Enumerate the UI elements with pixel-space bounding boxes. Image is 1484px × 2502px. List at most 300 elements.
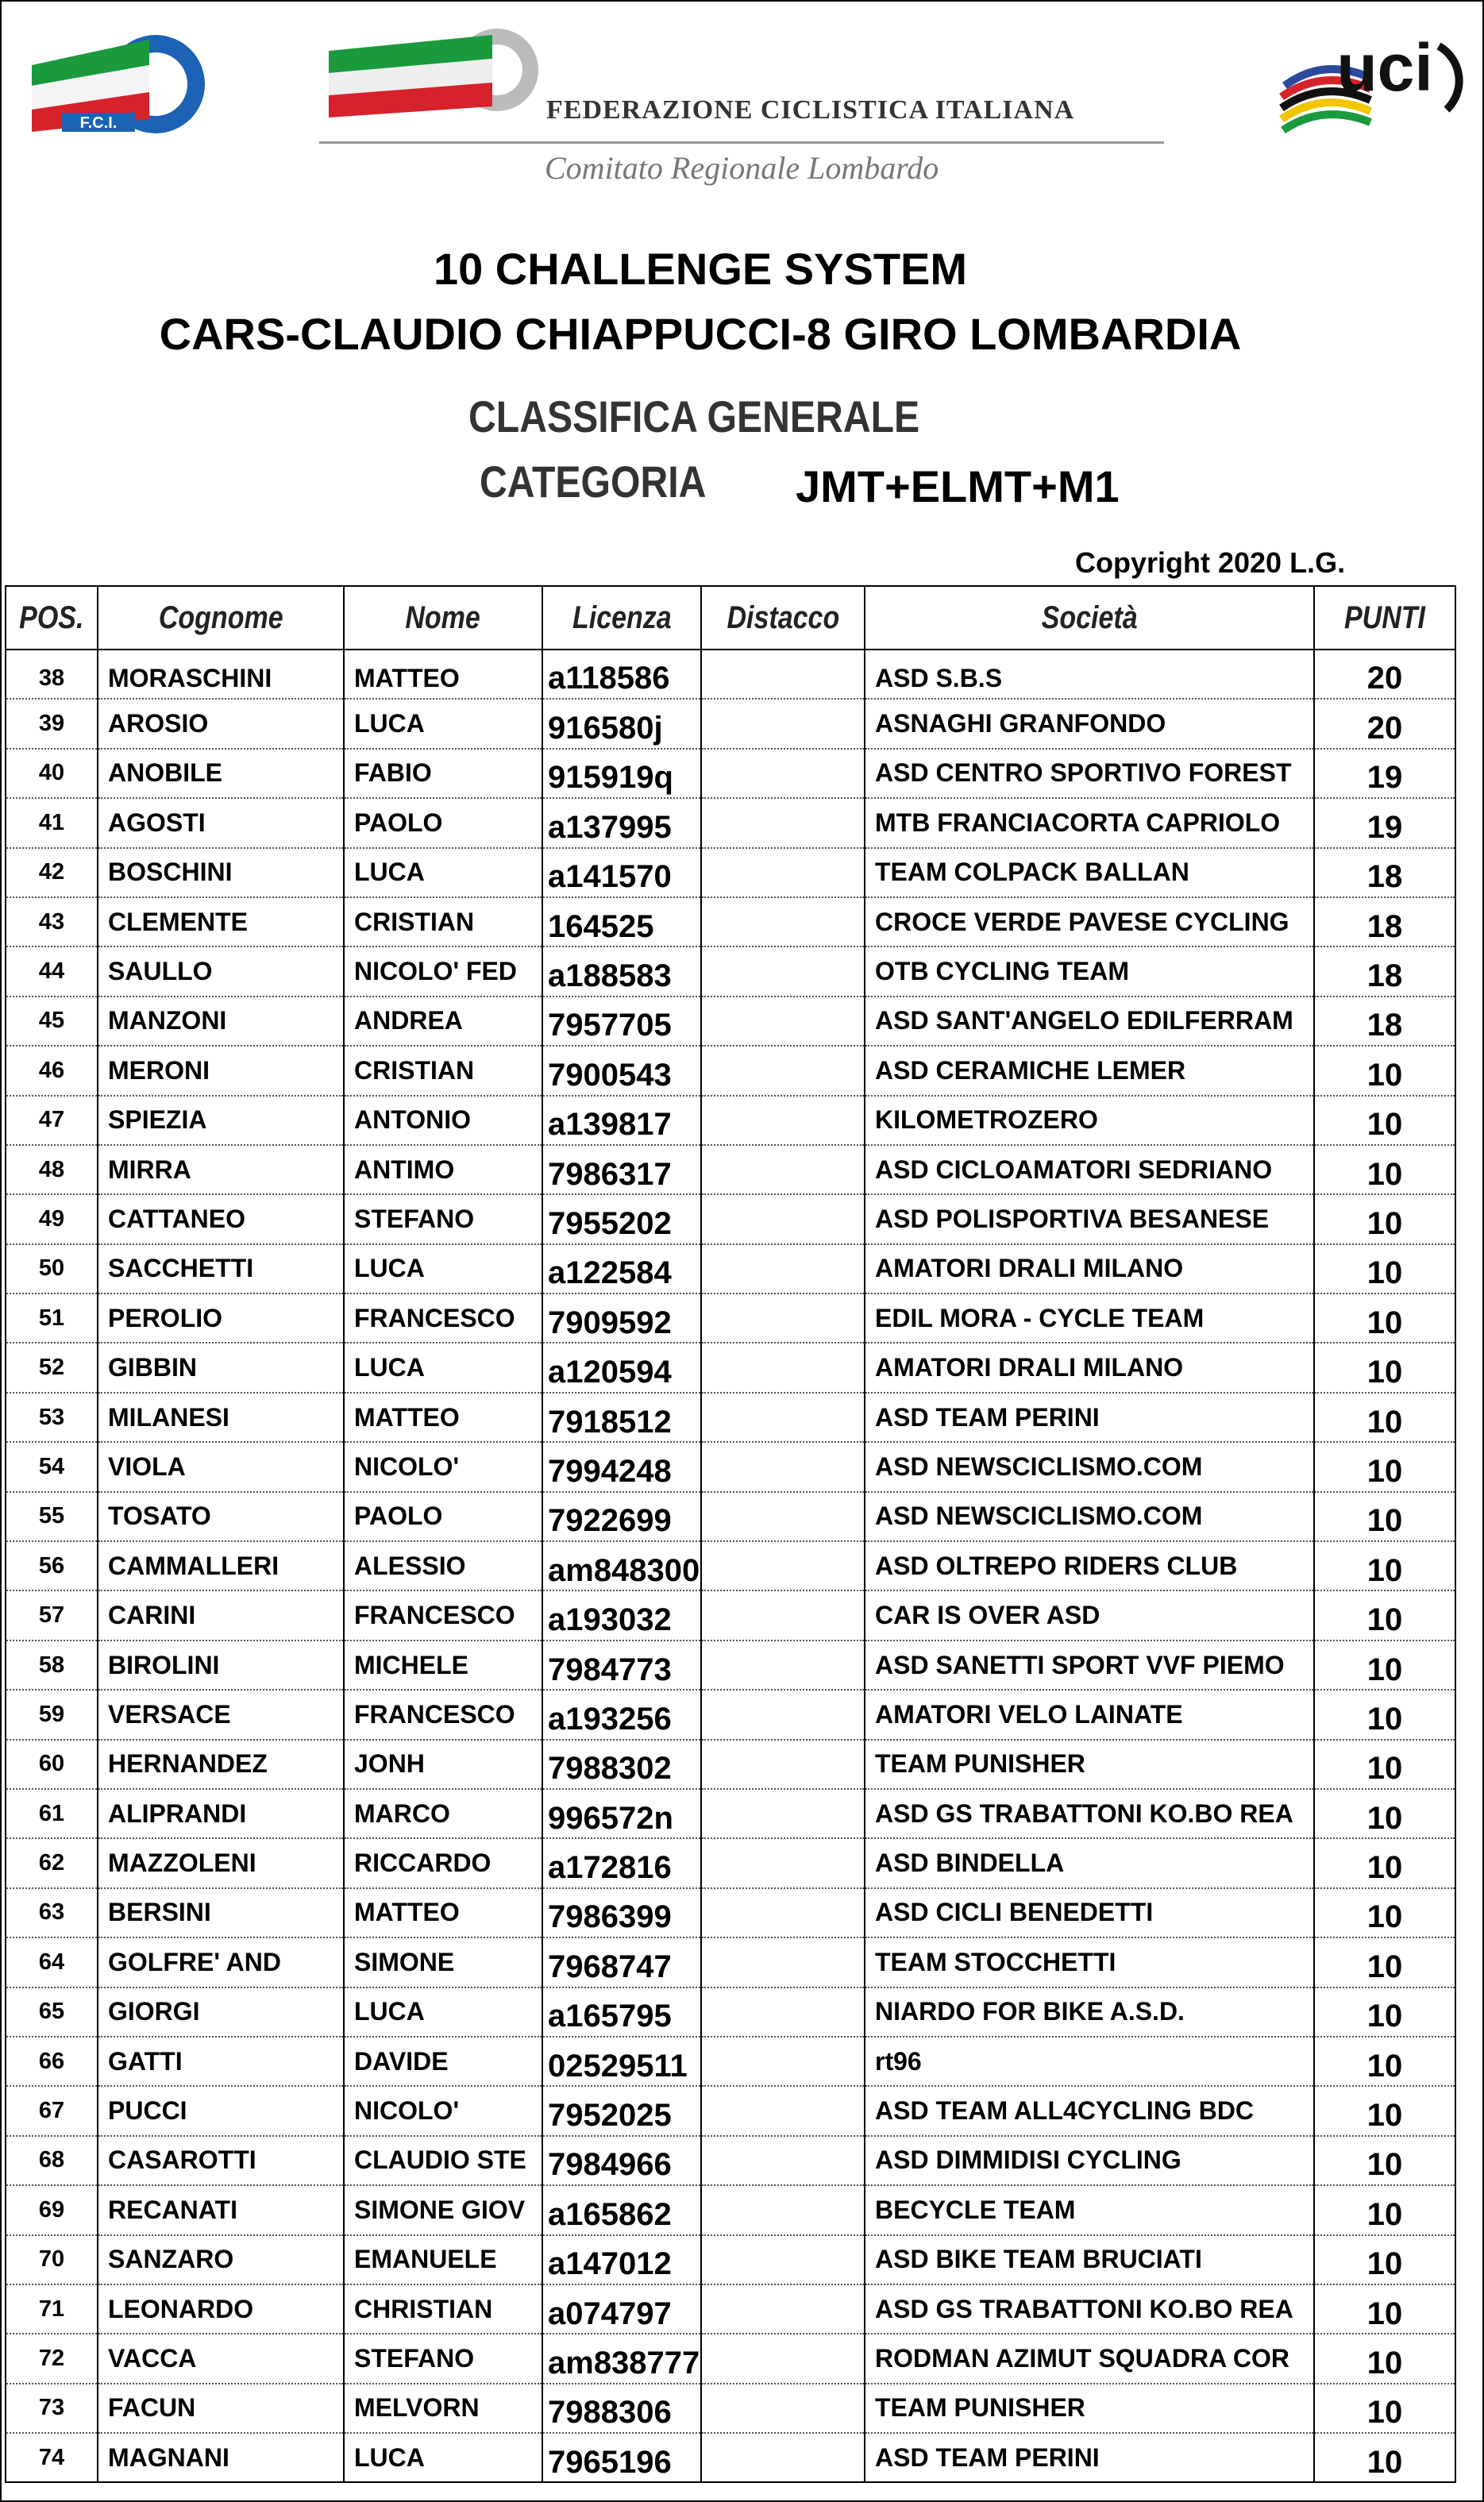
cell-points: 10: [1314, 2284, 1455, 2334]
cell-team: CROCE VERDE PAVESE CYCLING: [865, 897, 1314, 946]
table-row: [6, 699, 1455, 748]
fci-logo-text: F.C.I.: [79, 114, 118, 132]
cell-first-name: MICHELE: [344, 1640, 542, 1690]
cell-points: 10: [1314, 1343, 1455, 1392]
cell-position: 45: [6, 997, 98, 1046]
cell-first-name: ANTIMO: [344, 1145, 542, 1194]
table-row: [6, 1740, 1455, 1789]
cell-license: 7909592: [542, 1293, 701, 1343]
cell-surname: ANOBILE: [98, 749, 344, 798]
cell-first-name: MARCO: [344, 1789, 542, 1838]
cell-gap: [701, 1096, 865, 1145]
cell-position: 42: [6, 848, 98, 897]
cell-position: 69: [6, 2185, 98, 2234]
cell-gap: [701, 997, 865, 1046]
cell-first-name: PAOLO: [344, 798, 542, 847]
cell-license: am838777: [542, 2334, 701, 2383]
cell-position: 72: [6, 2334, 98, 2383]
cell-surname: ALIPRANDI: [98, 1789, 344, 1838]
cell-position: 60: [6, 1740, 98, 1789]
table-row: [6, 2037, 1455, 2086]
cell-gap: [701, 650, 865, 699]
cell-team: ASD GS TRABATTONI KO.BO REA: [865, 2284, 1314, 2334]
cell-gap: [701, 1987, 865, 2037]
cell-team: TEAM PUNISHER: [865, 2384, 1314, 2433]
cell-position: 65: [6, 1987, 98, 2037]
cell-surname: VIOLA: [98, 1442, 344, 1491]
cell-surname: SPIEZIA: [98, 1096, 344, 1145]
cell-surname: PUCCI: [98, 2086, 344, 2135]
cell-points: 20: [1314, 699, 1455, 748]
table-row: [6, 1888, 1455, 1937]
cell-gap: [701, 1590, 865, 1640]
cell-first-name: ANTONIO: [344, 1096, 542, 1145]
cell-license: 7984773: [542, 1640, 701, 1690]
cell-team: AMATORI DRALI MILANO: [865, 1244, 1314, 1293]
table-row: [6, 1293, 1455, 1343]
cell-gap: [701, 2433, 865, 2482]
cell-team: BECYCLE TEAM: [865, 2185, 1314, 2234]
column-header-pos: POS.: [6, 586, 98, 650]
cell-gap: [701, 749, 865, 798]
cell-gap: [701, 2185, 865, 2234]
cell-first-name: STEFANO: [344, 1194, 542, 1243]
cell-surname: VACCA: [98, 2334, 344, 2383]
cell-points: 10: [1314, 1789, 1455, 1838]
cell-team: ASD NEWSCICLISMO.COM: [865, 1492, 1314, 1541]
cell-surname: CASAROTTI: [98, 2136, 344, 2185]
cell-team: ASD NEWSCICLISMO.COM: [865, 1442, 1314, 1491]
cell-first-name: ANDREA: [344, 997, 542, 1046]
cell-position: 38: [6, 650, 98, 699]
table-row: [6, 1838, 1455, 1887]
cell-position: 39: [6, 699, 98, 748]
column-header-societa: Società: [865, 586, 1314, 650]
table-row: [6, 798, 1455, 847]
table-row: [6, 1789, 1455, 1838]
cell-surname: LEONARDO: [98, 2284, 344, 2334]
cell-position: 74: [6, 2433, 98, 2482]
cell-team: NIARDO FOR BIKE A.S.D.: [865, 1987, 1314, 2037]
cell-gap: [701, 1541, 865, 1590]
table-row: [6, 1194, 1455, 1243]
cell-position: 70: [6, 2235, 98, 2284]
cell-points: 10: [1314, 2136, 1455, 2185]
cell-license: a118586: [542, 650, 701, 699]
cell-gap: [701, 2384, 865, 2433]
cell-gap: [701, 1492, 865, 1541]
cell-team: ASD TEAM PERINI: [865, 1393, 1314, 1442]
cell-points: 10: [1314, 2086, 1455, 2135]
cell-surname: GOLFRE' AND: [98, 1937, 344, 1987]
table-row: [6, 848, 1455, 897]
cell-team: rt96: [865, 2037, 1314, 2086]
cell-surname: MAZZOLENI: [98, 1838, 344, 1887]
federation-logo-icon: [326, 24, 556, 127]
cell-points: 10: [1314, 1838, 1455, 1887]
table-row: [6, 1393, 1455, 1442]
cell-position: 57: [6, 1590, 98, 1640]
cell-position: 68: [6, 2136, 98, 2185]
table-row: [6, 1096, 1455, 1145]
cell-license: 7922699: [542, 1492, 701, 1541]
cell-position: 52: [6, 1343, 98, 1392]
cell-position: 41: [6, 798, 98, 847]
cell-gap: [701, 1194, 865, 1243]
cell-points: 18: [1314, 997, 1455, 1046]
cell-first-name: EMANUELE: [344, 2235, 542, 2284]
cell-team: KILOMETROZERO: [865, 1096, 1314, 1145]
cell-license: 7994248: [542, 1442, 701, 1491]
cell-gap: [701, 798, 865, 847]
cell-position: 71: [6, 2284, 98, 2334]
table-row: [6, 1690, 1455, 1739]
cell-license: a120594: [542, 1343, 701, 1392]
table-row: [6, 2185, 1455, 2234]
cell-surname: MIRRA: [98, 1145, 344, 1194]
cell-points: 10: [1314, 2037, 1455, 2086]
table-row: [6, 1987, 1455, 2037]
cell-first-name: FRANCESCO: [344, 1690, 542, 1739]
column-header-licenza: Licenza: [542, 586, 701, 650]
cell-points: 19: [1314, 749, 1455, 798]
cell-points: 10: [1314, 1046, 1455, 1095]
table-row: [6, 1590, 1455, 1640]
cell-surname: SANZARO: [98, 2235, 344, 2284]
cell-points: 10: [1314, 1541, 1455, 1590]
committee-name: Comitato Regionale Lombardo: [545, 150, 939, 186]
table-row: [6, 997, 1455, 1046]
cell-first-name: LUCA: [344, 1343, 542, 1392]
cell-points: 10: [1314, 1690, 1455, 1739]
cell-position: 47: [6, 1096, 98, 1145]
cell-points: 10: [1314, 1393, 1455, 1442]
cell-team: AMATORI VELO LAINATE: [865, 1690, 1314, 1739]
cell-team: ASD GS TRABATTONI KO.BO REA: [865, 1789, 1314, 1838]
cell-first-name: FABIO: [344, 749, 542, 798]
cell-license: a122584: [542, 1244, 701, 1293]
cell-surname: CARINI: [98, 1590, 344, 1640]
cell-license: 7955202: [542, 1194, 701, 1243]
column-header-cognome: Cognome: [98, 586, 344, 650]
cell-points: 10: [1314, 1937, 1455, 1987]
cell-points: 10: [1314, 1442, 1455, 1491]
table-row: [6, 650, 1455, 699]
cell-team: ASD S.B.S: [865, 650, 1314, 699]
cell-first-name: NICOLO' FED: [344, 946, 542, 996]
cell-surname: GATTI: [98, 2037, 344, 2086]
cell-license: 02529511: [542, 2037, 701, 2086]
table-row: [6, 2433, 1455, 2482]
cell-surname: PEROLIO: [98, 1293, 344, 1343]
cell-position: 43: [6, 897, 98, 946]
cell-points: 10: [1314, 1740, 1455, 1789]
cell-first-name: JONH: [344, 1740, 542, 1789]
classification-heading: CLASSIFICA GENERALE: [468, 391, 920, 441]
federation-name: FEDERAZIONE CICLISTICA ITALIANA: [546, 95, 1075, 125]
table-row: [6, 1937, 1455, 1987]
cell-first-name: LUCA: [344, 699, 542, 748]
cell-license: a193256: [542, 1690, 701, 1739]
column-header-nome: Nome: [344, 586, 542, 650]
cell-points: 10: [1314, 2235, 1455, 2284]
cell-position: 51: [6, 1293, 98, 1343]
table-row: [6, 1492, 1455, 1541]
cell-position: 44: [6, 946, 98, 996]
standings-table: [5, 585, 1456, 2483]
cell-team: ASD SANETTI SPORT VVF PIEMO: [865, 1640, 1314, 1690]
cell-position: 59: [6, 1690, 98, 1739]
cell-license: a188583: [542, 946, 701, 996]
cell-surname: SACCHETTI: [98, 1244, 344, 1293]
cell-first-name: NICOLO': [344, 2086, 542, 2135]
cell-gap: [701, 1343, 865, 1392]
table-header: [6, 586, 1455, 650]
cell-position: 48: [6, 1145, 98, 1194]
cell-position: 54: [6, 1442, 98, 1491]
cell-license: a147012: [542, 2235, 701, 2284]
cell-points: 10: [1314, 2334, 1455, 2383]
cell-license: 7957705: [542, 997, 701, 1046]
cell-surname: AGOSTI: [98, 798, 344, 847]
header-divider: [319, 141, 1164, 144]
cell-gap: [701, 1393, 865, 1442]
cell-surname: BOSCHINI: [98, 848, 344, 897]
cell-first-name: LUCA: [344, 1987, 542, 2037]
cell-license: 7986399: [542, 1888, 701, 1937]
cell-first-name: FRANCESCO: [344, 1293, 542, 1343]
cell-gap: [701, 2037, 865, 2086]
cell-surname: BIROLINI: [98, 1640, 344, 1690]
cell-gap: [701, 2136, 865, 2185]
cell-position: 50: [6, 1244, 98, 1293]
cell-gap: [701, 1442, 865, 1491]
cell-license: a074797: [542, 2284, 701, 2334]
cell-points: 10: [1314, 1096, 1455, 1145]
table-row: [6, 2384, 1455, 2433]
cell-surname: VERSACE: [98, 1690, 344, 1739]
cell-license: 915919q: [542, 749, 701, 798]
category-value: JMT+ELMT+M1: [796, 461, 1120, 511]
cell-surname: RECANATI: [98, 2185, 344, 2234]
cell-license: 164525: [542, 897, 701, 946]
table-row: [6, 946, 1455, 996]
cell-first-name: STEFANO: [344, 2334, 542, 2383]
cell-gap: [701, 897, 865, 946]
table-body: [6, 650, 1455, 2482]
cell-team: ASD BINDELLA: [865, 1838, 1314, 1887]
cell-gap: [701, 2334, 865, 2383]
cell-surname: AROSIO: [98, 699, 344, 748]
cell-first-name: CRISTIAN: [344, 1046, 542, 1095]
cell-surname: CLEMENTE: [98, 897, 344, 946]
cell-license: 7968747: [542, 1937, 701, 1987]
cell-surname: MERONI: [98, 1046, 344, 1095]
table-row: [6, 2136, 1455, 2185]
cell-surname: FACUN: [98, 2384, 344, 2433]
cell-team: EDIL MORA - CYCLE TEAM: [865, 1293, 1314, 1343]
cell-points: 10: [1314, 1194, 1455, 1243]
cell-points: 20: [1314, 650, 1455, 699]
cell-gap: [701, 848, 865, 897]
cell-license: a165795: [542, 1987, 701, 2037]
cell-team: ASD CICLI BENEDETTI: [865, 1888, 1314, 1937]
event-title: CARS-CLAUDIO CHIAPPUCCI-8 GIRO LOMBARDIA: [159, 309, 1242, 359]
table-row: [6, 749, 1455, 798]
cell-first-name: CLAUDIO STE: [344, 2136, 542, 2185]
cell-surname: BERSINI: [98, 1888, 344, 1937]
cell-gap: [701, 1789, 865, 1838]
cell-team: ASD CENTRO SPORTIVO FOREST: [865, 749, 1314, 798]
cell-surname: MILANESI: [98, 1393, 344, 1442]
cell-surname: TOSATO: [98, 1492, 344, 1541]
cell-position: 55: [6, 1492, 98, 1541]
cell-points: 10: [1314, 1640, 1455, 1690]
category-label: CATEGORIA: [480, 457, 707, 507]
cell-gap: [701, 946, 865, 996]
cell-gap: [701, 2235, 865, 2284]
cell-first-name: CHRISTIAN: [344, 2284, 542, 2334]
cell-license: a172816: [542, 1838, 701, 1887]
cell-surname: MANZONI: [98, 997, 344, 1046]
table-row: [6, 2086, 1455, 2135]
cell-points: 10: [1314, 1987, 1455, 2037]
cell-position: 73: [6, 2384, 98, 2433]
cell-surname: CATTANEO: [98, 1194, 344, 1243]
cell-team: ASD CICLOAMATORI SEDRIANO: [865, 1145, 1314, 1194]
cell-license: 7988302: [542, 1740, 701, 1789]
cell-surname: HERNANDEZ: [98, 1740, 344, 1789]
cell-first-name: CRISTIAN: [344, 897, 542, 946]
cell-team: ASD CERAMICHE LEMER: [865, 1046, 1314, 1095]
table-row: [6, 1046, 1455, 1095]
cell-position: 67: [6, 2086, 98, 2135]
cell-license: a141570: [542, 848, 701, 897]
cell-gap: [701, 1293, 865, 1343]
table-row: [6, 1145, 1455, 1194]
cell-license: am848300: [542, 1541, 701, 1590]
cell-first-name: NICOLO': [344, 1442, 542, 1491]
cell-first-name: SIMONE GIOV: [344, 2185, 542, 2234]
cell-team: TEAM PUNISHER: [865, 1740, 1314, 1789]
cell-first-name: LUCA: [344, 2433, 542, 2482]
cell-license: a165862: [542, 2185, 701, 2234]
cell-points: 10: [1314, 1492, 1455, 1541]
table-row: [6, 2334, 1455, 2383]
cell-position: 56: [6, 1541, 98, 1590]
cell-points: 10: [1314, 1244, 1455, 1293]
cell-first-name: FRANCESCO: [344, 1590, 542, 1640]
cell-points: 18: [1314, 946, 1455, 996]
cell-license: a137995: [542, 798, 701, 847]
table-row: [6, 1442, 1455, 1491]
cell-gap: [701, 1888, 865, 1937]
cell-team: ASD POLISPORTIVA BESANESE: [865, 1194, 1314, 1243]
cell-gap: [701, 1937, 865, 1987]
sheet-header: [2, 2, 1482, 584]
cell-team: ASNAGHI GRANFONDO: [865, 699, 1314, 748]
cell-gap: [701, 699, 865, 748]
cell-team: RODMAN AZIMUT SQUADRA COR: [865, 2334, 1314, 2383]
cell-first-name: RICCARDO: [344, 1838, 542, 1887]
cell-gap: [701, 2284, 865, 2334]
cell-team: ASD DIMMIDISI CYCLING: [865, 2136, 1314, 2185]
column-header-distacco: Distacco: [701, 586, 865, 650]
cell-points: 18: [1314, 848, 1455, 897]
cell-license: 996572n: [542, 1789, 701, 1838]
cell-points: 18: [1314, 897, 1455, 946]
fci-logo: [30, 33, 208, 137]
cell-gap: [701, 1740, 865, 1789]
cell-first-name: PAOLO: [344, 1492, 542, 1541]
cell-team: CAR IS OVER ASD: [865, 1590, 1314, 1640]
cell-gap: [701, 2086, 865, 2135]
cell-license: a193032: [542, 1590, 701, 1640]
cell-position: 63: [6, 1888, 98, 1937]
table-row: [6, 2284, 1455, 2334]
cell-gap: [701, 1690, 865, 1739]
cell-team: ASD TEAM PERINI: [865, 2433, 1314, 2482]
cell-surname: SAULLO: [98, 946, 344, 996]
cell-gap: [701, 1244, 865, 1293]
cell-position: 58: [6, 1640, 98, 1690]
cell-first-name: DAVIDE: [344, 2037, 542, 2086]
cell-surname: GIORGI: [98, 1987, 344, 2037]
uci-logo: [1275, 30, 1466, 138]
cell-position: 64: [6, 1937, 98, 1987]
cell-position: 49: [6, 1194, 98, 1243]
cell-team: ASD SANT'ANGELO EDILFERRAM: [865, 997, 1314, 1046]
cell-first-name: MATTEO: [344, 650, 542, 699]
cell-position: 61: [6, 1789, 98, 1838]
cell-position: 66: [6, 2037, 98, 2086]
cell-license: 7965196: [542, 2433, 701, 2482]
cell-surname: MAGNANI: [98, 2433, 344, 2482]
cell-points: 10: [1314, 1590, 1455, 1640]
cell-surname: GIBBIN: [98, 1343, 344, 1392]
cell-points: 10: [1314, 2185, 1455, 2234]
cell-team: ASD TEAM ALL4CYCLING BDC: [865, 2086, 1314, 2135]
table-row: [6, 897, 1455, 946]
cell-surname: MORASCHINI: [98, 650, 344, 699]
cell-team: TEAM STOCCHETTI: [865, 1937, 1314, 1987]
cell-team: ASD OLTREPO RIDERS CLUB: [865, 1541, 1314, 1590]
cell-first-name: ALESSIO: [344, 1541, 542, 1590]
cell-position: 40: [6, 749, 98, 798]
cell-points: 10: [1314, 1888, 1455, 1937]
cell-position: 62: [6, 1838, 98, 1887]
cell-points: 10: [1314, 2433, 1455, 2482]
cell-first-name: LUCA: [344, 1244, 542, 1293]
table-row: [6, 1244, 1455, 1293]
cell-license: 7900543: [542, 1046, 701, 1095]
cell-team: MTB FRANCIACORTA CAPRIOLO: [865, 798, 1314, 847]
cell-team: OTB CYCLING TEAM: [865, 946, 1314, 996]
cell-gap: [701, 1145, 865, 1194]
cell-first-name: MATTEO: [344, 1888, 542, 1937]
cell-points: 19: [1314, 798, 1455, 847]
cell-team: ASD BIKE TEAM BRUCIATI: [865, 2235, 1314, 2284]
cell-points: 10: [1314, 1293, 1455, 1343]
cell-position: 46: [6, 1046, 98, 1095]
cell-points: 10: [1314, 1145, 1455, 1194]
cell-first-name: SIMONE: [344, 1937, 542, 1987]
cell-license: 7984966: [542, 2136, 701, 2185]
cell-license: 7986317: [542, 1145, 701, 1194]
cell-first-name: MELVORN: [344, 2384, 542, 2433]
table-row: [6, 1541, 1455, 1590]
copyright-notice: Copyright 2020 L.G.: [1075, 546, 1346, 579]
